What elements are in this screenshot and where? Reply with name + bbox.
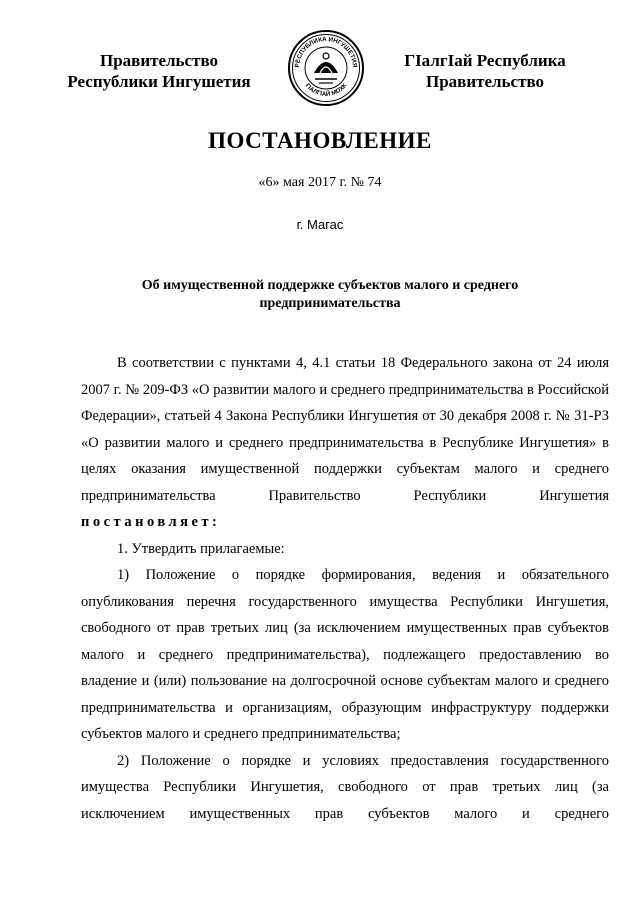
item-1-1: 1) Положение о порядке формирования, ведения и обязательного опубликования перечня государственного имущества Республики Ингушетия, свободного от прав третьих лиц (за исключением имущественных прав субъектов малого и среднего предпринимательства), подлежащего предоставлению во владение и (или) пользование на долгосрочной основе субъектам малого и среднего предпринимательства и организациям, образующим инфраструктуру поддержки субъектов малого и среднего предпринимательства; bbox=[81, 567, 609, 742]
item-1-2: 2) Положение о порядке и условиях предоставления государственного имущества Республики Ингушетия, свободного от прав третьих лиц (за исключением имущественных прав субъектов малого и среднего bbox=[81, 752, 609, 822]
document-city: г. Магас bbox=[296, 217, 344, 232]
svg-text:РЕСПУБЛИКА ИНГУШЕТИЯ: РЕСПУБЛИКА ИНГУШЕТИЯ bbox=[293, 35, 359, 68]
document-date-number: «6» мая 2017 г. № 74 bbox=[258, 175, 382, 190]
header-left-block bbox=[50, 50, 268, 92]
header-right-block bbox=[380, 50, 590, 92]
coat-of-arms-seal-icon bbox=[287, 25, 365, 111]
header-right-line1: ГIалгIай Республика bbox=[404, 51, 566, 70]
item-1: 1. Утвердить прилагаемые: bbox=[117, 540, 285, 557]
decree-word: постановляет: bbox=[81, 514, 221, 530]
preamble-paragraph: В соответствии с пунктами 4, 4.1 статьи 18 Федерального закона от 24 июля 2007 г. № 209-ФЗ «О развитии малого и среднего предпринимательства в Российской Федерации», статьей 4 Закона Республики Ингушетия от 30 декабря 2008 г. № 31-РЗ «О развитии малого и среднего предпринимательства в Республике Ингушетия» в целях оказания имущественной поддержки субъектам малого и среднего предпринимательства Правительство Республики Ингушетия bbox=[81, 355, 609, 504]
svg-text:ГIАЛГIАЙ МОХК: ГIАЛГIАЙ МОХК bbox=[303, 82, 349, 98]
header-right-line2: Правительство bbox=[425, 72, 545, 91]
document-body bbox=[81, 350, 609, 827]
header-left-line2: Республики Ингушетия bbox=[67, 72, 251, 91]
document-subject: Об имущественной поддержке субъектов малого и среднего предпринимательства bbox=[141, 278, 519, 311]
document-title: ПОСТАНОВЛЕНИЕ bbox=[208, 128, 432, 153]
header-left-line1: Правительство bbox=[99, 51, 219, 70]
